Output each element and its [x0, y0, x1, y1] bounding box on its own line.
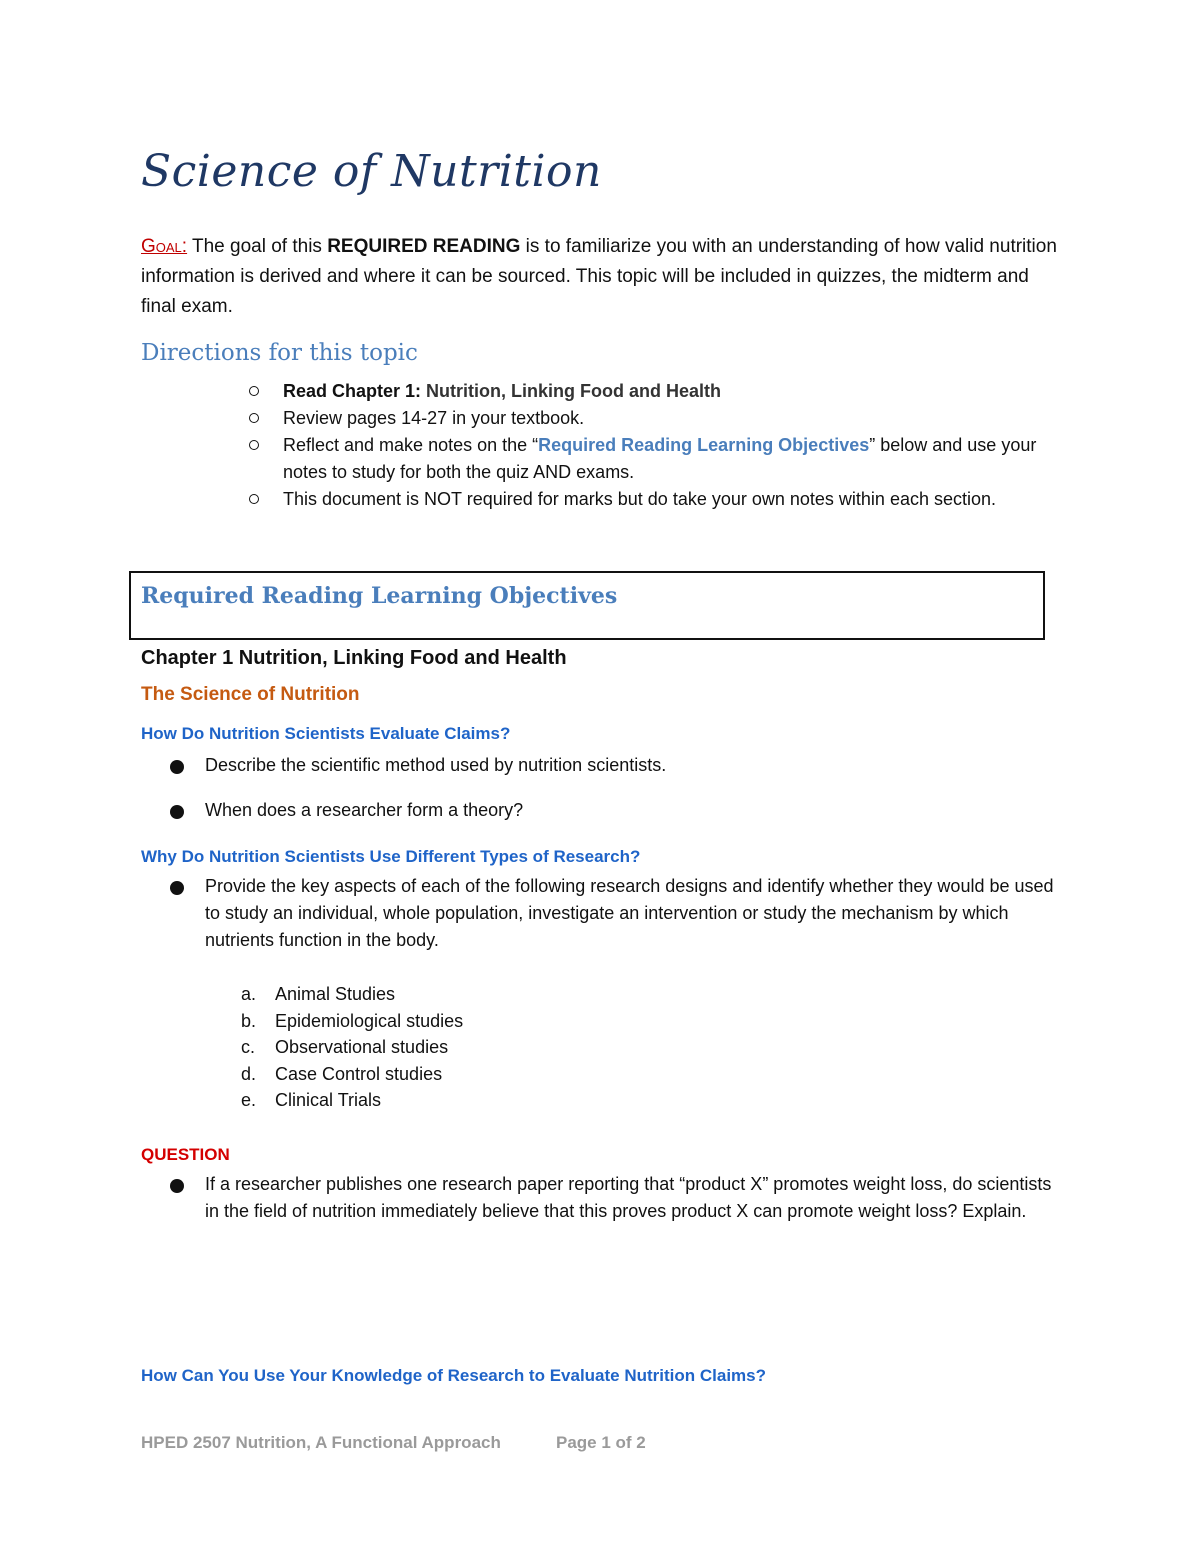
directions-item — [245, 486, 1065, 513]
bullet-item — [170, 873, 1060, 954]
subsection-heading-evaluate-nutrition-claims: How Can You Use Your Knowledge of Research to Evaluate Nutrition Claims? — [141, 1366, 767, 1385]
list-item — [241, 1008, 463, 1035]
directions-item-text: This document is NOT required for marks but do take your own notes within each section. — [283, 489, 997, 509]
bullet-icon — [170, 1179, 184, 1193]
directions-item-text: ” below and use your notes to study for both the quiz AND exams. — [283, 435, 1037, 482]
list-letter: e. — [241, 1090, 257, 1110]
goal-text-after: is to familiarize you with an understanding of how valid nutrition information is derived and where it can be sourced. This topic will be included in quizzes, the midterm and final exam. — [141, 236, 1057, 317]
list-text: Animal Studies — [275, 984, 396, 1004]
hollow-bullet-icon — [249, 413, 259, 423]
question-label: QUESTION — [141, 1145, 230, 1164]
list-text: Observational studies — [275, 1037, 449, 1057]
list-item — [241, 1061, 463, 1088]
goal-text-before: The goal of this — [187, 236, 328, 257]
objectives-box-title: Required Reading Learning Objectives — [141, 583, 618, 609]
bullet-icon — [170, 881, 184, 895]
bullet-icon — [170, 760, 184, 774]
directions-item-text: Reflect and make notes on the “ — [283, 435, 539, 455]
list-letter: a. — [241, 984, 257, 1004]
bullet-icon — [170, 805, 184, 819]
objectives-reference: Required Reading Learning Objectives — [538, 435, 870, 455]
list-text: Case Control studies — [275, 1063, 443, 1084]
bullet-text: If a researcher publishes one research paper reporting that “product X” promotes weight loss, do scientists in the field of nutrition immediately believe that this proves product X can promote weight loss? Explain. — [205, 1174, 1052, 1221]
bullet-item — [170, 1171, 1060, 1225]
research-design-list — [241, 981, 463, 1114]
directions-item — [245, 378, 1065, 405]
bullet-item — [170, 752, 1060, 779]
chapter-heading: Chapter 1 Nutrition, Linking Food and Health — [141, 647, 567, 669]
list-letter: c. — [241, 1037, 256, 1057]
bullet-text: Describe the scientific method used by nutrition scientists. — [205, 755, 667, 775]
hollow-bullet-icon — [249, 494, 259, 504]
footer-course: HPED 2507 Nutrition, A Functional Approach — [141, 1433, 501, 1452]
list-item — [241, 1034, 463, 1061]
bullet-text: Provide the key aspects of each of the following research designs and identify whether they would be used to study an individual, whole population, investigate an intervention or study the mechanism by which nutrients function in the body. — [205, 876, 1054, 950]
footer-page-number: Page 1 of 2 — [556, 1433, 646, 1452]
directions-item-bold: Read Chapter 1: — [283, 381, 422, 401]
subsection-heading-research-types: Why Do Nutrition Scientists Use Different Types of Research? — [141, 847, 641, 866]
section-heading: The Science of Nutrition — [141, 684, 360, 705]
document-title: Science of Nutrition — [141, 146, 602, 197]
directions-item-text: Review pages 14-27 in your textbook. — [283, 408, 585, 428]
directions-item — [245, 432, 1065, 486]
list-letter: d. — [241, 1063, 257, 1084]
list-item — [241, 981, 463, 1008]
bullet-item — [170, 797, 1060, 824]
subsection-heading-evaluate-claims: How Do Nutrition Scientists Evaluate Claims? — [141, 724, 511, 743]
goal-label: Goal: — [141, 236, 188, 257]
bullet-text: When does a researcher form a theory? — [205, 800, 524, 820]
list-text: Epidemiological studies — [275, 1010, 464, 1031]
list-text: Clinical Trials — [275, 1090, 382, 1110]
goal-paragraph — [141, 232, 1061, 322]
list-letter: b. — [241, 1010, 257, 1031]
directions-item — [245, 405, 1065, 432]
goal-emphasis: REQUIRED READING — [327, 236, 521, 257]
list-item — [241, 1087, 463, 1114]
directions-list — [245, 378, 1065, 513]
hollow-bullet-icon — [249, 440, 259, 450]
directions-heading: Directions for this topic — [141, 340, 418, 366]
hollow-bullet-icon — [249, 386, 259, 396]
directions-item-rest: Nutrition, Linking Food and Health — [421, 381, 722, 401]
